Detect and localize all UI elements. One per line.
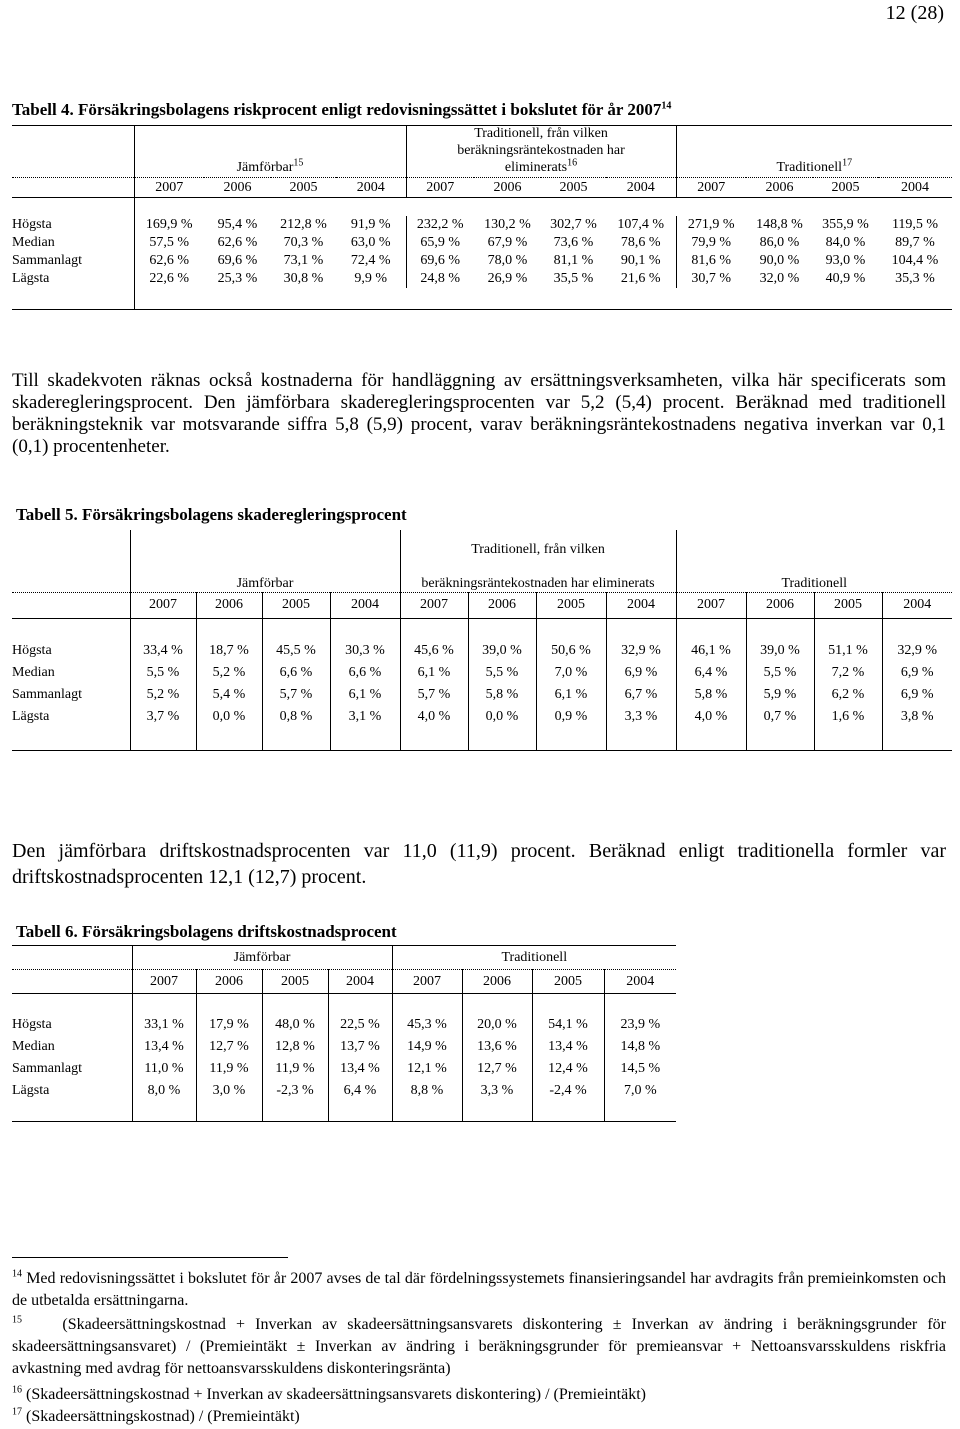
table5: [12, 530, 952, 751]
table-cell: 54,1 %: [532, 1014, 604, 1036]
table-cell: 8,0 %: [132, 1080, 196, 1102]
table-cell: 5,8 %: [676, 684, 746, 706]
table-cell: 32,9 %: [606, 640, 676, 662]
table6-year: 2006: [462, 970, 532, 994]
footnote-number: 17: [12, 1406, 22, 1418]
row-label: Högsta: [12, 1016, 52, 1032]
table4-year: 2007: [676, 178, 746, 198]
table-cell: 30,7 %: [676, 270, 746, 288]
table5-group-traditionell-eliminerats: beräkningsräntekostnaden har eliminerats: [400, 558, 676, 592]
table5-year: 2005: [814, 592, 882, 618]
paragraph-driftskostnadsprocent: Den jämförbara driftskostnadsprocenten var 11,0 (11,9) procent. Beräknad enligt traditionella formler var driftskostnadsprocenten 12,1 (12,7) procent.: [12, 840, 946, 888]
table-cell: 22,5 %: [328, 1014, 392, 1036]
table-cell: 13,4 %: [532, 1036, 604, 1058]
table-cell: 7,0 %: [536, 662, 606, 684]
table5-year: 2007: [130, 592, 196, 618]
table-cell: 40,9 %: [825, 270, 866, 286]
paragraph-skaderegleringsprocent: Till skadekvoten räknas också kostnaderna för handläggning av ersättningsverksamheten, vilka här specificerats som skaderegleringsprocent. Den jämförbara skaderegleringsprocenten var 5,2 (5,4) procent. Beräknad med traditionell beräkningsteknik var motsvarande siffra 5,8 (5,9) procent, varav beräkningsräntekostnadens negativa inverkan var 0,1 (0,1) procentenheter.: [12, 370, 946, 457]
table-cell: 6,9 %: [882, 684, 952, 706]
row-label: Högsta: [12, 216, 52, 232]
table4-year: 2004: [878, 178, 952, 198]
table4-body: [12, 216, 952, 288]
table5-header-row-1: [12, 530, 952, 558]
footnote-text: (Skadeersättningskostnad + Inverkan av skadeersättningsansvarets diskontering) / (Premieintäkt): [26, 1386, 646, 1403]
table6-body: [12, 1014, 676, 1102]
table-cell: 3,1 %: [330, 706, 400, 728]
table-cell: 78,0 %: [487, 252, 528, 268]
table-cell: 24,8 %: [406, 270, 474, 288]
table-cell: 20,0 %: [462, 1014, 532, 1036]
table-cell: 65,9 %: [406, 234, 474, 252]
table4-year: 2005: [813, 178, 878, 198]
table5-spacer-row: [12, 728, 952, 750]
table-cell: 33,4 %: [130, 640, 196, 662]
table-cell: 5,8 %: [468, 684, 536, 706]
table4-spacer-row: [12, 198, 952, 216]
table5-year: 2006: [746, 592, 814, 618]
table-cell: 12,7 %: [196, 1036, 262, 1058]
table4-row-hgsta: [12, 216, 952, 234]
table-cell: 81,6 %: [676, 252, 746, 270]
table5-year: 2005: [262, 592, 330, 618]
table-cell: 11,9 %: [262, 1058, 328, 1080]
table-cell: 84,0 %: [825, 234, 866, 250]
table4-year: 2005: [541, 178, 606, 198]
table5-title: Tabell 5. Försäkringsbolagens skaderegleringsprocent: [16, 505, 407, 524]
table-cell: 50,6 %: [536, 640, 606, 662]
table-cell: 6,4 %: [328, 1080, 392, 1102]
table-cell: 17,9 %: [196, 1014, 262, 1036]
table-cell: 14,9 %: [392, 1036, 462, 1058]
table-cell: 6,1 %: [330, 684, 400, 706]
table-cell: 1,6 %: [814, 706, 882, 728]
table-cell: 5,2 %: [130, 684, 196, 706]
table-cell: 6,1 %: [400, 662, 468, 684]
row-label: Median: [12, 234, 55, 250]
table-cell: 130,2 %: [484, 216, 531, 232]
table5-group-traditionell: Traditionell: [676, 558, 952, 592]
table-cell: 48,0 %: [262, 1014, 328, 1036]
row-label: Median: [12, 1038, 55, 1054]
table-cell: 72,4 %: [350, 252, 391, 268]
table-cell: 45,5 %: [262, 640, 330, 662]
table-cell: 89,7 %: [895, 234, 935, 250]
footnote-text: Med redovisningssättet i bokslutet för år 2007 avses de tal där fördelningssystemets finansieringsandel har avdragits från premieinkomsten och de utbetalda ersättningarna.: [12, 1270, 947, 1309]
table-cell: 25,3 %: [217, 270, 258, 286]
table-cell: 212,8 %: [280, 216, 327, 232]
table6-spacer-row: [12, 1102, 676, 1122]
table6: [12, 945, 676, 1122]
table5-row-hgsta: [12, 640, 952, 662]
table4-group-traditionell-eliminerats: [406, 157, 676, 178]
table6-year: 2005: [262, 970, 328, 994]
table4-year-row: [12, 178, 952, 198]
table4-header-row-1: [12, 126, 952, 143]
footnote-14: [12, 1268, 946, 1312]
table-cell: 86,0 %: [759, 234, 800, 250]
table-cell: 79,9 %: [676, 234, 746, 252]
table-cell: 5,5 %: [746, 662, 814, 684]
table-cell: 33,1 %: [132, 1014, 196, 1036]
table5-year-row: [12, 592, 952, 618]
table5-group2-line1: Traditionell, från vilken: [400, 530, 676, 558]
footnote-number: 15: [12, 1314, 22, 1326]
table-cell: 13,4 %: [328, 1058, 392, 1080]
table4-group3-label: Traditionell: [776, 160, 843, 176]
table-cell: 6,7 %: [606, 684, 676, 706]
table6-row-hgsta: [12, 1014, 676, 1036]
table-cell: 5,2 %: [196, 662, 262, 684]
table-cell: 3,7 %: [130, 706, 196, 728]
table-cell: 78,6 %: [620, 234, 661, 250]
table-cell: 39,0 %: [746, 640, 814, 662]
table5-year: 2006: [468, 592, 536, 618]
table-cell: 5,9 %: [746, 684, 814, 706]
table6-row-lgsta: [12, 1080, 676, 1102]
table5-group-jamforbar: Jämförbar: [130, 558, 400, 592]
table-cell: 57,5 %: [134, 234, 204, 252]
table-cell: 63,0 %: [350, 234, 391, 250]
table-cell: -2,4 %: [532, 1080, 604, 1102]
table-cell: 148,8 %: [756, 216, 803, 232]
table5-year: 2005: [536, 592, 606, 618]
table-cell: 73,6 %: [553, 234, 594, 250]
table-cell: 5,7 %: [400, 684, 468, 706]
table-cell: 302,7 %: [550, 216, 597, 232]
table6-title: Tabell 6. Försäkringsbolagens driftskostnadsprocent: [16, 922, 397, 941]
table4-group-traditionell: [676, 157, 952, 178]
table4-group1-footnote-ref: 15: [293, 157, 304, 169]
table5-row-median: [12, 662, 952, 684]
table5-year: 2004: [882, 592, 952, 618]
table-cell: 69,6 %: [406, 252, 474, 270]
table-cell: 12,4 %: [532, 1058, 604, 1080]
table-cell: 6,2 %: [814, 684, 882, 706]
table6-year: 2004: [328, 970, 392, 994]
table-cell: 6,6 %: [330, 662, 400, 684]
footnote-15: [12, 1314, 946, 1380]
row-label: Sammanlagt: [12, 687, 82, 702]
table4-title: [12, 100, 671, 120]
table6-year: 2005: [532, 970, 604, 994]
table4-group3-footnote-ref: 17: [842, 157, 853, 169]
table5-row-sammanlagt: [12, 684, 952, 706]
table-cell: 35,3 %: [895, 270, 935, 286]
table-cell: 91,9 %: [350, 216, 391, 232]
table-cell: 81,1 %: [553, 252, 594, 268]
table4: [12, 125, 952, 310]
table-cell: 23,9 %: [604, 1014, 676, 1036]
table-cell: 30,3 %: [330, 640, 400, 662]
table5-row-lgsta: [12, 706, 952, 728]
table-cell: 9,9 %: [354, 270, 388, 286]
table4-row-sammanlagt: [12, 252, 952, 270]
table-cell: 271,9 %: [676, 216, 746, 234]
table-cell: 119,5 %: [891, 216, 939, 232]
table4-year: 2007: [406, 178, 474, 198]
row-label: Sammanlagt: [12, 252, 82, 268]
footnote-17: [12, 1406, 946, 1428]
table-cell: 95,4 %: [217, 216, 258, 232]
table-cell: 3,3 %: [606, 706, 676, 728]
table-cell: 21,6 %: [620, 270, 661, 286]
table-cell: 69,6 %: [217, 252, 258, 268]
table-cell: 67,9 %: [487, 234, 528, 250]
table6-year: 2007: [132, 970, 196, 994]
table-cell: 45,3 %: [392, 1014, 462, 1036]
table-cell: 12,7 %: [462, 1058, 532, 1080]
footnote-16: [12, 1384, 946, 1406]
table4-group2-line2: beräkningsräntekostnaden har: [406, 143, 676, 160]
table-cell: 0,8 %: [262, 706, 330, 728]
row-label: Lägsta: [12, 270, 50, 286]
table-cell: 26,9 %: [487, 270, 528, 286]
table-cell: 32,9 %: [882, 640, 952, 662]
table4-year: 2006: [474, 178, 541, 198]
footnote-number: 14: [12, 1268, 22, 1280]
table-cell: 93,0 %: [825, 252, 866, 268]
table4-header-row-2: [12, 143, 952, 160]
table-cell: 6,9 %: [882, 662, 952, 684]
table4-group2-line1: Traditionell, från vilken: [406, 126, 676, 143]
table-cell: 62,6 %: [217, 234, 258, 250]
table-cell: 3,0 %: [196, 1080, 262, 1102]
table-cell: 5,7 %: [262, 684, 330, 706]
table-cell: 35,5 %: [553, 270, 594, 286]
table-cell: 6,4 %: [676, 662, 746, 684]
table-cell: 39,0 %: [468, 640, 536, 662]
table6-header-row: [12, 946, 676, 970]
table6-group-jamforbar: Jämförbar: [132, 946, 392, 970]
footnote-number: 16: [12, 1384, 22, 1396]
table-cell: 6,1 %: [536, 684, 606, 706]
table6-year-row: [12, 970, 676, 994]
table-cell: 12,1 %: [392, 1058, 462, 1080]
table-cell: 5,5 %: [468, 662, 536, 684]
table5-year: 2004: [606, 592, 676, 618]
table-cell: 22,6 %: [134, 270, 204, 288]
row-label: Median: [12, 665, 55, 680]
table5-year: 2004: [330, 592, 400, 618]
table4-title-text: Tabell 4. Försäkringsbolagens riskprocent enligt redovisningssättet i bokslutet för år 2007: [12, 100, 662, 119]
table6-group-traditionell: Traditionell: [392, 946, 676, 970]
table-cell: 51,1 %: [814, 640, 882, 662]
table-cell: 30,8 %: [283, 270, 324, 286]
row-label: Sammanlagt: [12, 1060, 82, 1076]
table-cell: 73,1 %: [283, 252, 324, 268]
table-cell: 3,3 %: [462, 1080, 532, 1102]
table-cell: 90,0 %: [759, 252, 800, 268]
table-cell: 13,6 %: [462, 1036, 532, 1058]
footnote-text: (Skadeersättningskostnad) / (Premieintäkt): [26, 1408, 300, 1425]
table-cell: 11,9 %: [196, 1058, 262, 1080]
table6-spacer-row: [12, 994, 676, 1014]
table-cell: 104,4 %: [891, 252, 939, 268]
table-cell: 6,6 %: [262, 662, 330, 684]
table-cell: 11,0 %: [132, 1058, 196, 1080]
table-cell: 13,7 %: [328, 1036, 392, 1058]
table-cell: 0,0 %: [196, 706, 262, 728]
page-number: 12 (28): [885, 2, 944, 24]
table-cell: 13,4 %: [132, 1036, 196, 1058]
table4-year: 2006: [746, 178, 813, 198]
footnote-separator: [12, 1257, 288, 1258]
row-label: Lägsta: [12, 1082, 50, 1098]
row-label: Lägsta: [12, 709, 50, 724]
table-cell: 3,8 %: [882, 706, 952, 728]
row-label: Högsta: [12, 643, 52, 658]
table4-spacer-row: [12, 288, 952, 310]
table4-group2-footnote-ref: 16: [567, 157, 578, 169]
table-cell: 8,8 %: [392, 1080, 462, 1102]
footnote-text: (Skadeersättningskostnad + Inverkan av skadeersättningsansvarets diskontering ± Inverkan av ändring i beräkningsgrunder för skadeersättningsansvaret) / (Premieintäkt ± Inverkan av ändring i beräkningsgrunder för premieansvar + Nettoansvarsskuldens riskfria avkastning med avdrag för nettoansvarsskuldens diskonteringsränta): [12, 1316, 946, 1377]
table-cell: 107,4 %: [617, 216, 665, 232]
table-cell: 14,8 %: [604, 1036, 676, 1058]
table-cell: 7,0 %: [604, 1080, 676, 1102]
table-cell: 0,9 %: [536, 706, 606, 728]
table-cell: 0,0 %: [468, 706, 536, 728]
table-cell: 4,0 %: [400, 706, 468, 728]
table-cell: 45,6 %: [400, 640, 468, 662]
table5-year: 2007: [400, 592, 468, 618]
table-cell: 14,5 %: [604, 1058, 676, 1080]
table6-row-median: [12, 1036, 676, 1058]
table5-year: 2006: [196, 592, 262, 618]
table6-year: 2004: [604, 970, 676, 994]
table4-year: 2004: [606, 178, 676, 198]
table-cell: 0,7 %: [746, 706, 814, 728]
table-cell: 4,0 %: [676, 706, 746, 728]
table-cell: 70,3 %: [283, 234, 324, 250]
table-cell: 232,2 %: [406, 216, 474, 234]
table-cell: 6,9 %: [606, 662, 676, 684]
table-cell: 355,9 %: [822, 216, 869, 232]
table-cell: 32,0 %: [759, 270, 800, 286]
table4-title-footnote-ref: 14: [661, 100, 672, 112]
table6-row-sammanlagt: [12, 1058, 676, 1080]
table4-group-jamforbar: [134, 157, 406, 178]
table-cell: 62,6 %: [134, 252, 204, 270]
table-cell: 12,8 %: [262, 1036, 328, 1058]
table-cell: 7,2 %: [814, 662, 882, 684]
table5-year: 2007: [676, 592, 746, 618]
table4-year: 2006: [204, 178, 271, 198]
table-cell: 5,5 %: [130, 662, 196, 684]
table6-year: 2006: [196, 970, 262, 994]
table-cell: 5,4 %: [196, 684, 262, 706]
table4-year: 2007: [134, 178, 204, 198]
table6-year: 2007: [392, 970, 462, 994]
table-cell: 90,1 %: [620, 252, 661, 268]
table-cell: 18,7 %: [196, 640, 262, 662]
table-cell: 46,1 %: [676, 640, 746, 662]
table4-group1-label: Jämförbar: [236, 160, 294, 176]
table4-header-row-3: [12, 160, 952, 178]
table-cell: 169,9 %: [134, 216, 204, 234]
table4-year: 2004: [336, 178, 406, 198]
table4-row-lgsta: [12, 270, 952, 288]
table4-row-median: [12, 234, 952, 252]
table5-spacer-row: [12, 618, 952, 640]
table5-header-row-2: [12, 558, 952, 592]
table-cell: -2,3 %: [262, 1080, 328, 1102]
table4-group2-label: eliminerats: [504, 160, 568, 176]
table5-body: [12, 640, 952, 728]
table4-year: 2005: [271, 178, 336, 198]
